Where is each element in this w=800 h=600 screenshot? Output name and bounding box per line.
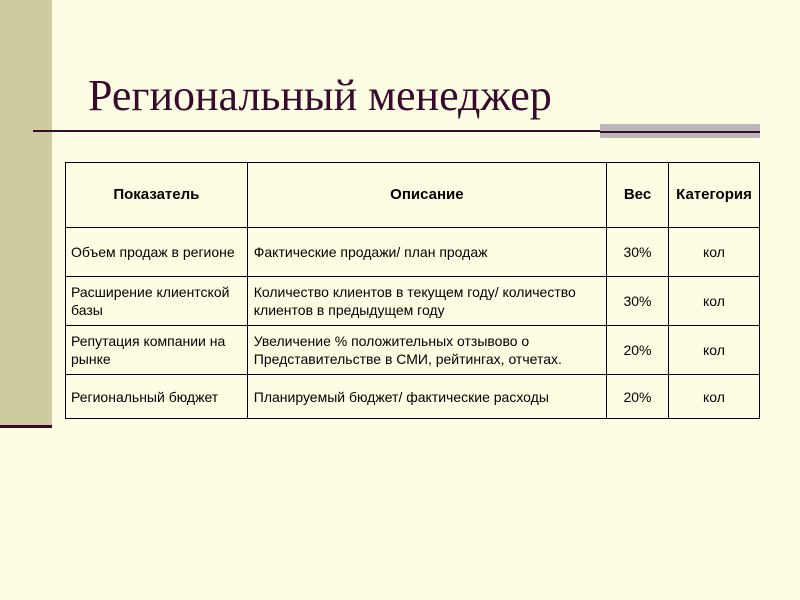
cell-category: кол (668, 277, 759, 326)
cell-category: кол (668, 228, 759, 277)
kpi-table (65, 162, 760, 419)
slide-title: Региональный менеджер (88, 71, 552, 120)
cell-weight: 20% (607, 375, 669, 419)
cell-description: Фактические продажи/ план продаж (247, 228, 606, 277)
cell-description: Планируемый бюджет/ фактические расходы (247, 375, 606, 419)
cell-indicator: Репутация компании на рынке (66, 326, 248, 375)
cell-category: кол (668, 375, 759, 419)
table-row (66, 228, 760, 277)
left-accent-bar (0, 0, 52, 426)
cell-description: Количество клиентов в текущем году/ количество клиентов в предыдущем году (247, 277, 606, 326)
cell-description: Увеличение % положительных отзывово о Представительстве в СМИ, рейтингах, отчетах. (247, 326, 606, 375)
cell-weight: 30% (607, 277, 669, 326)
table-header-row (66, 163, 760, 228)
left-accent-underline (0, 425, 52, 428)
cell-indicator: Региональный бюджет (66, 375, 248, 419)
cell-weight: 20% (607, 326, 669, 375)
table-row (66, 375, 760, 419)
header-weight: Вес (607, 163, 669, 228)
header-indicator: Показатель (66, 163, 248, 228)
table-row (66, 277, 760, 326)
table-row (66, 326, 760, 375)
title-accent-line (600, 131, 760, 133)
header-category: Категория (668, 163, 759, 228)
cell-indicator: Объем продаж в регионе (66, 228, 248, 277)
cell-indicator: Расширение клиентской базы (66, 277, 248, 326)
cell-category: кол (668, 326, 759, 375)
header-description: Описание (247, 163, 606, 228)
cell-weight: 30% (607, 228, 669, 277)
